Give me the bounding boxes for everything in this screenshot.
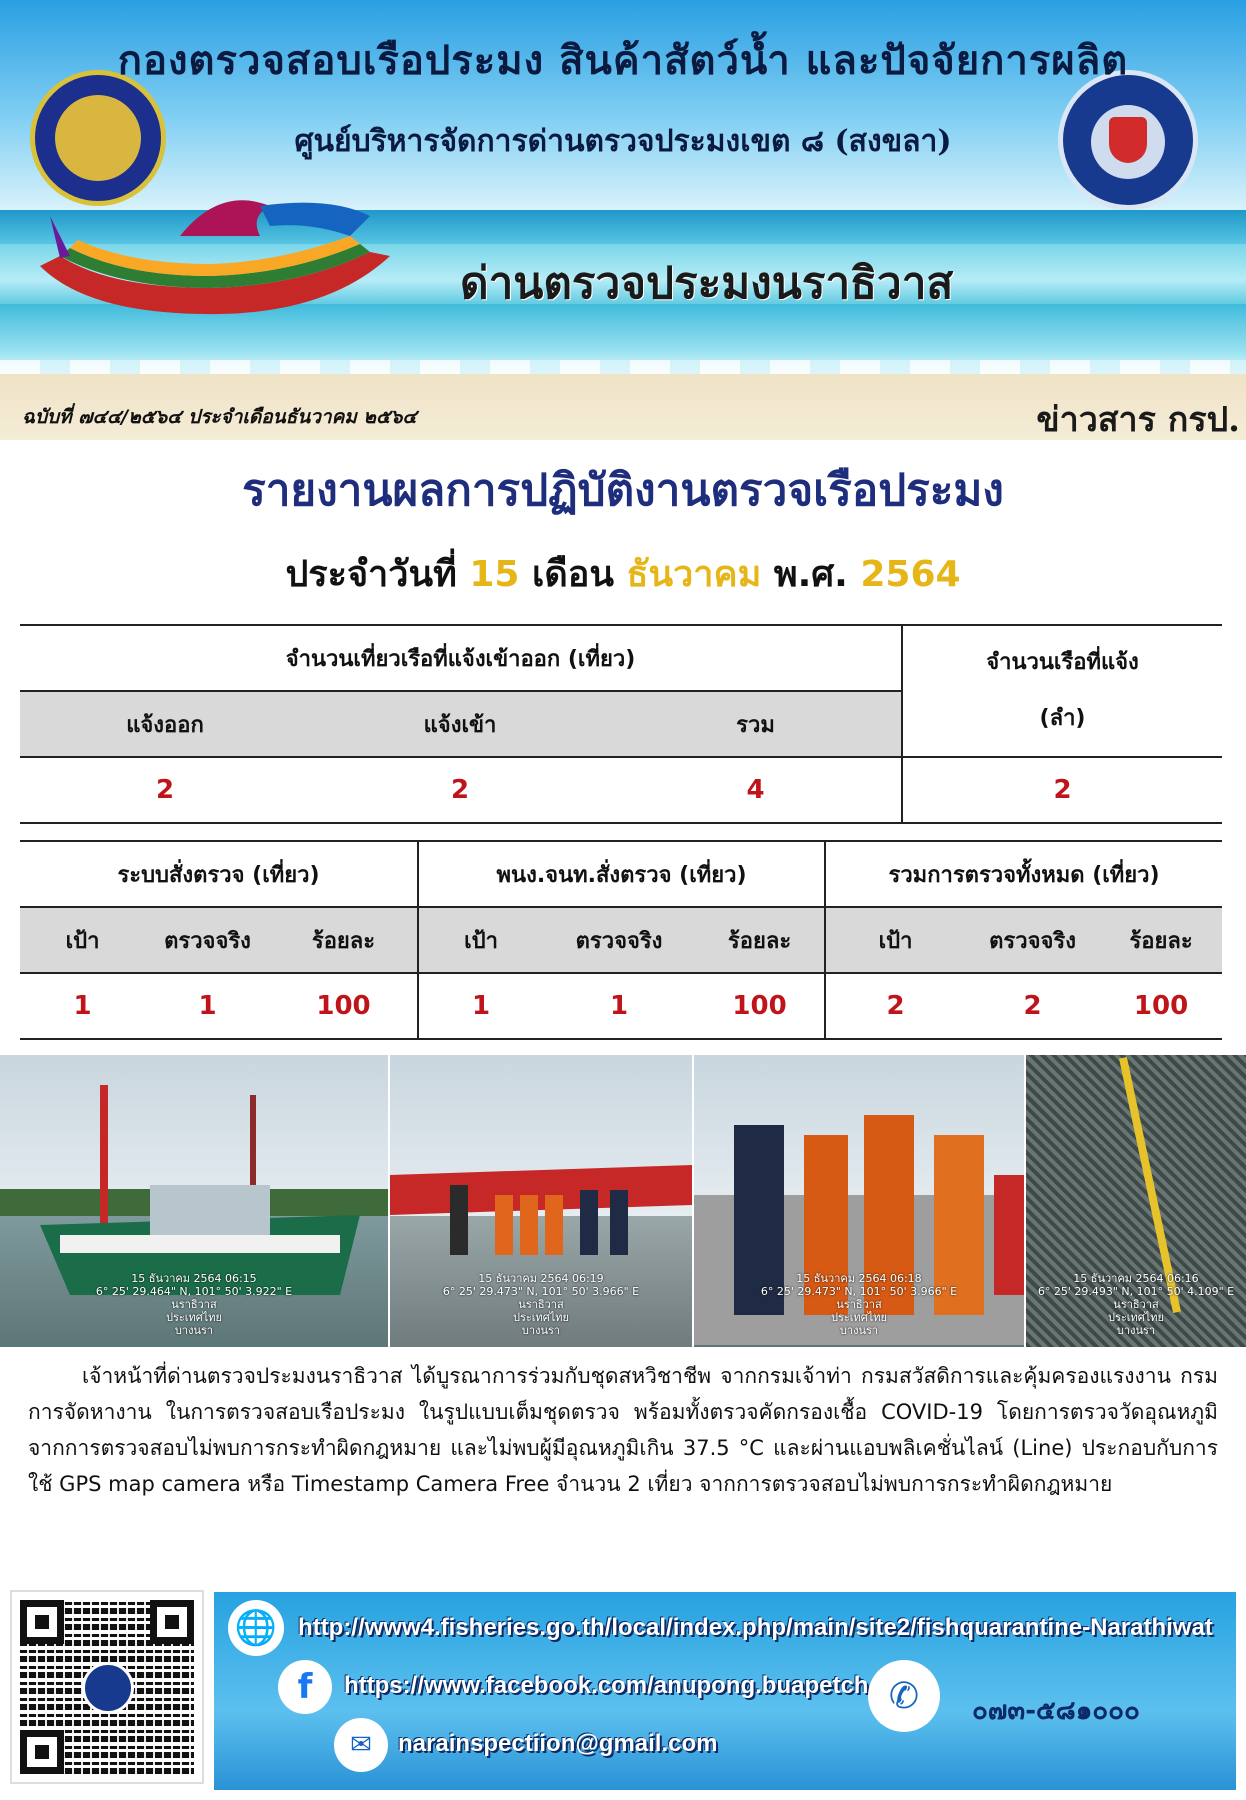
- col-total: รวม: [610, 691, 902, 757]
- news-label: ข่าวสาร กรป.: [1036, 400, 1240, 440]
- website-link[interactable]: http://www4.fisheries.go.th/local/index.php/main/site2/fishquarantine-Narathiwat: [298, 1614, 1213, 1641]
- issue-number: ฉบับที่ ๗๔๔/๒๕๖๔ ประจำเดือนธันวาคม ๒๕๖๔: [22, 406, 417, 428]
- trips-table: [20, 624, 1222, 824]
- boats-header: จำนวนเรือที่แจ้ง (ลำ): [902, 625, 1222, 757]
- photo-crew-inspection: 15 ธันวาคม 2564 06:18 6° 25' 29.473" N, 101° 50' 3.966" E นราธิวาส ประเทศไทย บางนรา: [694, 1055, 1024, 1347]
- system-actual: 1: [198, 991, 217, 1021]
- officer-target: 1: [471, 991, 491, 1021]
- report-month: ธันวาคม: [626, 554, 762, 595]
- report-description: เจ้าหน้าที่ด่านตรวจประมงนราธิวาส ได้บูรณาการร่วมกับชุดสหวิชาชีพ จากกรมเจ้าท่า กรมสวัสดิการและคุ้มครองแรงงาน กรมการจัดหางาน ในการตรวจสอบเรือประมง ในรูปแบบเต็มชุดตรวจ พร้อมทั้งตรวจคัดกรองเชื้อ COVID-19 โดยการตรวจวัดอุณหภูมิ จากการตรวจสอบไม่พบการกระทำผิดกฎหมาย และไม่พบผู้มีอุณหภูมิเกิน 37.5 °C และผ่านแอบพลิเคชั่นไลน์ (Line) ประกอบกับการใช้ GPS map camera หรือ Timestamp Camera Free จำนวน 2 เที่ยว จากการตรวจสอบไม่พบการกระทำผิดกฎหมาย: [28, 1364, 1218, 1496]
- col-depart: แจ้งออก: [20, 691, 310, 757]
- sub-percent: ร้อยละ: [270, 907, 418, 973]
- officer-percent: 100: [695, 973, 825, 1039]
- station-name: ด่านตรวจประมงนราธิวาส: [460, 258, 954, 309]
- system-percent: 100: [270, 973, 418, 1039]
- inspection-table: [20, 840, 1222, 1040]
- phone-number[interactable]: ๐๗๓-๕๘๑๐๐๐: [972, 1696, 1140, 1726]
- sub-actual: ตรวจจริง: [145, 907, 270, 973]
- group-officer: พนง.จนท.สั่งตรวจ (เที่ยว): [418, 841, 825, 907]
- sub-target: เป้า: [825, 907, 965, 973]
- sub-actual: ตรวจจริง: [543, 907, 695, 973]
- total-actual: 2: [1023, 991, 1042, 1021]
- sub-target: เป้า: [418, 907, 543, 973]
- report-day: 15: [469, 554, 520, 595]
- header-banner: [0, 0, 1246, 440]
- org-subtitle: ศูนย์บริหารจัดการด่านตรวจประมงเขต ๘ (สงขลา): [294, 124, 952, 159]
- org-title: กองตรวจสอบเรือประมง สินค้าสัตว์น้ำ และปัจจัยการผลิต: [117, 37, 1129, 84]
- total-target: 2: [886, 991, 905, 1021]
- group-system: ระบบสั่งตรวจ (เที่ยว): [20, 841, 418, 907]
- sub-actual: ตรวจจริง: [965, 907, 1100, 973]
- email-icon: ✉: [334, 1718, 388, 1772]
- photo-net-measurement: 15 ธันวาคม 2564 06:16 6° 25' 29.493" N, 101° 50' 4.109" E นราธิวาส ประเทศไทย บางนรา: [1026, 1055, 1246, 1347]
- facebook-link[interactable]: https://www.facebook.com/anupong.buapetch: [344, 1672, 869, 1699]
- report-year: 2564: [860, 554, 961, 595]
- globe-icon: 🌐: [228, 1600, 284, 1656]
- sub-percent: ร้อยละ: [1100, 907, 1222, 973]
- facebook-icon: f: [278, 1660, 332, 1714]
- sub-target: เป้า: [20, 907, 145, 973]
- value-arrive: 2: [450, 775, 470, 805]
- email-link[interactable]: narainspectiion@gmail.com: [398, 1730, 718, 1757]
- qr-code[interactable]: [10, 1590, 204, 1784]
- value-boats: 2: [1053, 775, 1072, 805]
- officer-actual: 1: [609, 991, 629, 1021]
- korlae-boat-illustration: [30, 196, 410, 336]
- col-arrive: แจ้งเข้า: [310, 691, 610, 757]
- photo-fishing-boat: 15 ธันวาคม 2564 06:15 6° 25' 29.464" N, 101° 50' 3.922" E นราธิวาส ประเทศไทย บางนรา: [0, 1055, 388, 1347]
- phone-icon: ✆: [868, 1660, 940, 1732]
- photo-strip: [0, 1055, 1246, 1347]
- qr-badge-logo: [82, 1662, 134, 1714]
- total-percent: 100: [1133, 991, 1189, 1021]
- report-title: รายงานผลการปฏิบัติงานตรวจเรือประมง: [242, 465, 1004, 516]
- value-total: 4: [610, 757, 902, 823]
- value-depart: 2: [155, 775, 175, 805]
- sub-percent: ร้อยละ: [695, 907, 825, 973]
- group-total: รวมการตรวจทั้งหมด (เที่ยว): [825, 841, 1222, 907]
- trips-group-header: จำนวนเที่ยวเรือที่แจ้งเข้าออก (เที่ยว): [20, 625, 902, 691]
- system-target: 1: [73, 991, 92, 1021]
- photo-officers-group: 15 ธันวาคม 2564 06:19 6° 25' 29.473" N, 101° 50' 3.966" E นราธิวาส ประเทศไทย บางนรา: [390, 1055, 692, 1347]
- report-date: ประจำวันที่ 15 เดือน ธันวาคม พ.ศ. 2564: [285, 554, 961, 595]
